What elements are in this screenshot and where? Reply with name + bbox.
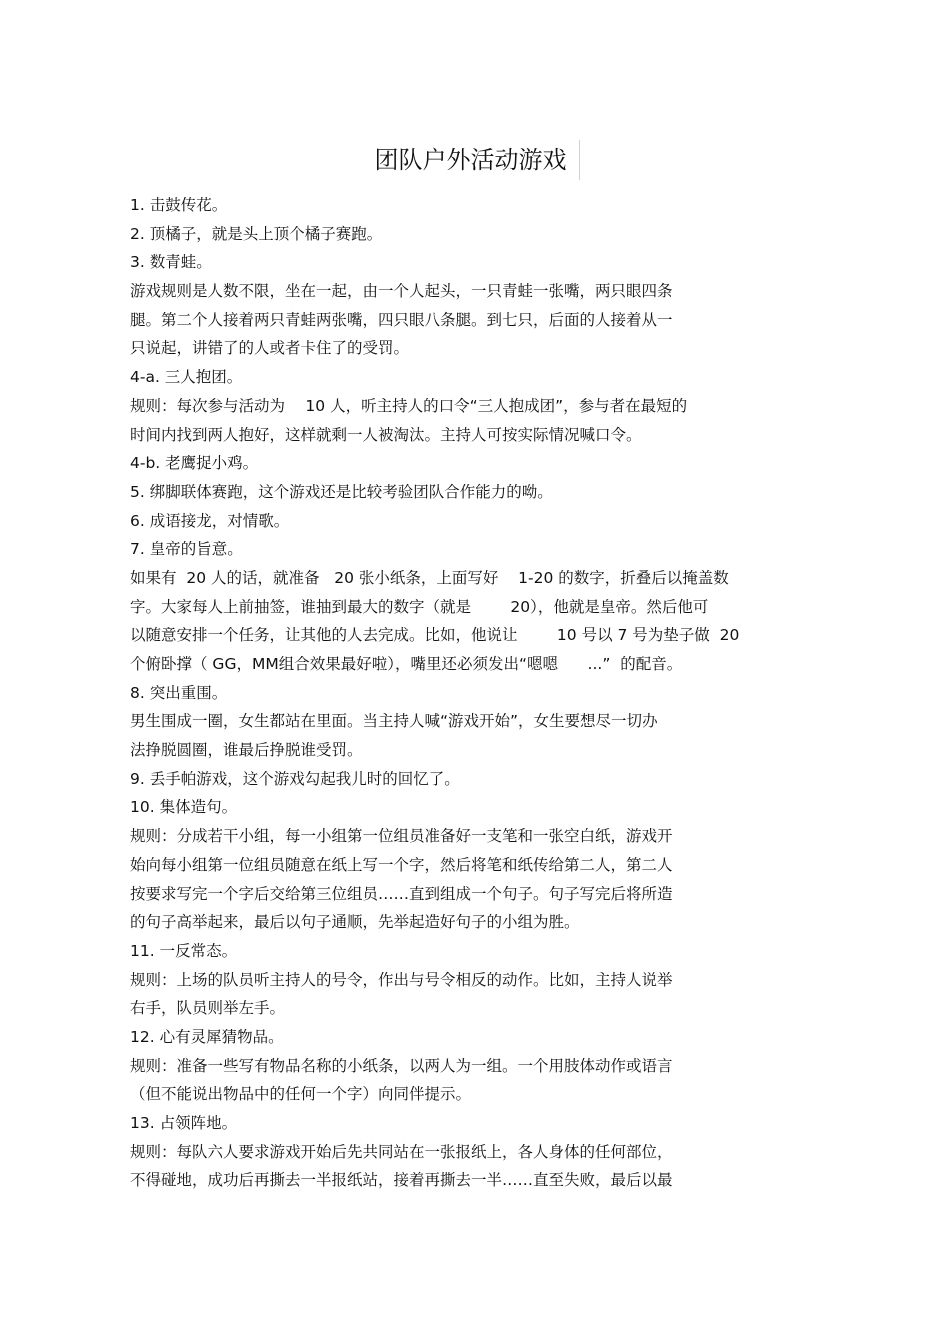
text-line: 规则：上场的队员听主持人的号令，作出与号令相反的动作。比如，主持人说举 [130,970,673,989]
text-line: 游戏规则是人数不限，坐在一起，由一个人起头，一只青蛙一张嘴，两只眼四条 [130,282,673,301]
text-line: 8. 突出重围。 [130,683,228,702]
text-line: 时间内找到两人抱好，这样就剩一人被淘汰。主持人可按实际情况喊口令。 [130,425,642,444]
text-line: 4-b. 老鹰捉小鸡。 [130,454,259,473]
document-body [130,191,830,1195]
title-area [0,140,950,180]
text-line: 10. 集体造句。 [130,798,238,817]
text-line: 规则：准备一些写有物品名称的小纸条，以两人为一组。一个用肢体动作或语言 [130,1056,673,1075]
text-line: 9. 丢手帕游戏，这个游戏勾起我儿时的回忆了。 [130,769,460,788]
text-line: 3. 数青蛙。 [130,253,212,272]
text-line: 始向每小组第一位组员随意在纸上写一个字，然后将笔和纸传给第二人，第二人 [130,855,673,874]
text-line: 4-a. 三人抱团。 [130,368,243,387]
text-line: 规则：分成若干小组，每一小组第一位组员准备好一支笔和一张空白纸，游戏开 [130,827,673,846]
text-line: 13. 占领阵地。 [130,1114,238,1132]
text-line: 5. 绑脚联体赛跑，这个游戏还是比较考验团队合作能力的呦。 [130,482,553,501]
text-line: 2. 顶橘子，就是头上顶个橘子赛跑。 [130,224,383,243]
text-line: 不得碰地，成功后再撕去一半报纸站，接着再撕去一半……直至失败，最后以最 [130,1171,673,1190]
text-line: 以随意安排一个任务，让其他的人去完成。比如，他说让 10 号以 7 号为垫子做 20 [130,626,740,645]
text-line: 规则：每队六人要求游戏开始后先共同站在一张报纸上，各人身体的任何部位， [130,1142,673,1161]
text-line: 规则：每次参与活动为 10 人，听主持人的口令“三人抱成团”，参与者在最短的 [130,396,688,415]
text-line: 男生围成一圈，女生都站在里面。当主持人喊“游戏开始”，女生要想尽一切办 [130,712,658,731]
text-line: 1. 击鼓传花。 [130,196,228,214]
text-line: 腿。第二个人接着两只青蛙两张嘴，四只眼八条腿。到七只，后面的人接着从一 [130,310,673,329]
text-line: 字。大家每人上前抽签，谁抽到最大的数字（就是 20），他就是皇帝。然后他可 [130,597,709,616]
text-line: 7. 皇帝的旨意。 [130,540,243,559]
text-line: 12. 心有灵犀猜物品。 [130,1027,284,1046]
text-line: 右手，队员则举左手。 [130,999,286,1018]
text-line: 的句子高举起来，最后以句子通顺，先举起造好句子的小组为胜。 [130,913,580,932]
text-line: 6. 成语接龙，对情歌。 [130,511,290,530]
text-line: 11. 一反常态。 [130,941,238,960]
text-line: （但不能说出物品中的任何一个字）向同伴提示。 [130,1085,472,1104]
text-line: 按要求写完一个字后交给第三位组员……直到组成一个句子。句子写完后将所造 [130,884,673,903]
text-line: 法挣脱圆圈，谁最后挣脱谁受罚。 [130,741,363,760]
text-line: 如果有 20 人的话，就准备 20 张小纸条，上面写好 1-20 的数字，折叠后以掩盖数 [130,568,729,587]
text-line: 只说起，讲错了的人或者卡住了的受罚。 [130,339,410,358]
text-line: 个俯卧撑（ GG，MM组合效果最好啦），嘴里还必须发出“嗯嗯 ...” 的配音。 [130,655,683,673]
page-title: 团队户外活动游戏 [375,140,580,180]
